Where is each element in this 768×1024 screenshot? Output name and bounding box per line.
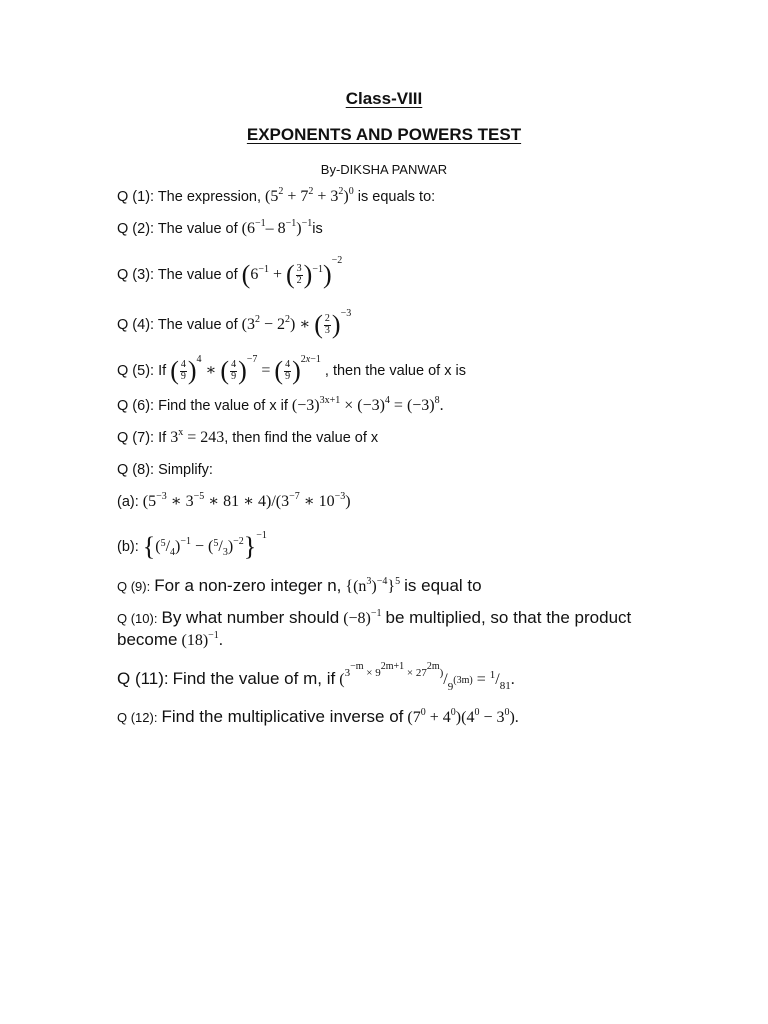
- q8a-expression: ($5^{-3}$ ∗ $3^{-5}$ ∗ 81 ∗ $4)/(3^{-7}$ ∗ $10^{-3}$): [142, 491, 351, 510]
- test-title: EXPONENTS AND POWERS TEST: [246, 125, 522, 144]
- q2-expression: ($6^{-1}-$ $8^{-1})^{-1}$: [241, 218, 313, 237]
- q1-expression: $(5^2 + 7^2 + 3^2)^0$: [265, 186, 354, 205]
- question-3: Q (3): The value of ($6^{-1}$ + ( $\frac{3}{2}$ )$^{-1}$)$^{-2}$: [117, 255, 343, 289]
- author-line: By-DIKSHA PANWAR: [320, 162, 448, 177]
- question-1: Q (1): The expression, $(5^2 + 7^2 + 3^2)^0$ is equals to:: [117, 186, 436, 205]
- question-2: Q (2): The value of ($6^{-1}-$ $8^{-1})^{-1}is$: [117, 218, 323, 237]
- q9-expression: $\{(n^3)^{-4}\}^5$: [345, 576, 401, 595]
- q4-expression: $(3^2 - 2^2)$ ∗ ( $\frac{2}{3}$ )$^{-3}$: [241, 308, 352, 339]
- q3-expression: ($6^{-1}$ + ( $\frac{3}{2}$ )$^{-1}$)$^{-2}$: [241, 255, 343, 289]
- question-6: Q (6): Find the value of x if $(-3)^{3x+1} \times (-3)^4 = (-3)^8$.: [117, 395, 444, 414]
- question-10: Q (10): By what number should $(-8)^{-1}$ be multiplied, so that the product: [117, 608, 632, 627]
- question-11: Q (11): Find the value of m, if ($^{3^{-m} \times 9^{2m+1} \times 27^{2m})}/_{9^{(3m)}} = ^1/_{81}$.: [117, 661, 515, 693]
- question-8: Q (8): Simplify:: [117, 462, 213, 478]
- q6-expression: $(-3)^{3x+1} \times (-3)^4 = (-3)^8$.: [291, 395, 444, 414]
- q8b-expression: $\{(^5/_4)^{-1} - (^5/_3)^{-2}\}^{-1}$: [142, 530, 267, 561]
- class-title: Class-VIII: [345, 89, 423, 108]
- question-5: Q (5): If ( $\frac{4}{9}$ )$^4$ ∗ ( $\frac{4}{9}$ )$^{-7}$ = ( $\frac{4}{9}$ )$^{2x-1}$ , then the value of x is: [117, 354, 466, 385]
- question-4: Q (4): The value of $(3^2 - 2^2)$ ∗ ( $\frac{2}{3}$ )$^{-3}$: [117, 308, 352, 339]
- question-10-line2: become $(18)^{-1}$.: [117, 630, 223, 649]
- q11-expression: ($^{3^{-m} \times 9^{2m+1} \times 27^{2m})}/_{9^{(3m)}} = ^1/_{81}$.: [339, 661, 515, 693]
- question-9: Q (9): For a non-zero integer n, $\{(n^3)^{-4}\}^5$ is equal to: [117, 576, 482, 595]
- q12-expression: $(7^0 + 4^0)(4^0 - 3^0)$.: [407, 707, 519, 726]
- question-8a: (a): ($5^{-3}$ ∗ $3^{-5}$ ∗ 81 ∗ $4)/(3^{-7}$ ∗ $10^{-3}$): [117, 491, 351, 510]
- q10-expression-2: $(18)^{-1}$.: [181, 630, 223, 649]
- q7-expression: $3^x = 243$: [170, 427, 225, 446]
- q10-expression-1: $(-8)^{-1}$: [343, 608, 382, 627]
- question-7: Q (7): If $3^x = 243$, then find the value of x: [117, 427, 379, 446]
- question-12: Q (12): Find the multiplicative inverse of $(7^0 + 4^0)(4^0 - 3^0)$.: [117, 707, 519, 726]
- question-8b: (b): $\{(^5/_4)^{-1} - (^5/_3)^{-2}\}^{-1}$: [117, 530, 267, 561]
- q5-expression: ( $\frac{4}{9}$ )$^4$ ∗ ( $\frac{4}{9}$ )$^{-7}$ = ( $\frac{4}{9}$ )$^{2x-1}$: [170, 354, 321, 385]
